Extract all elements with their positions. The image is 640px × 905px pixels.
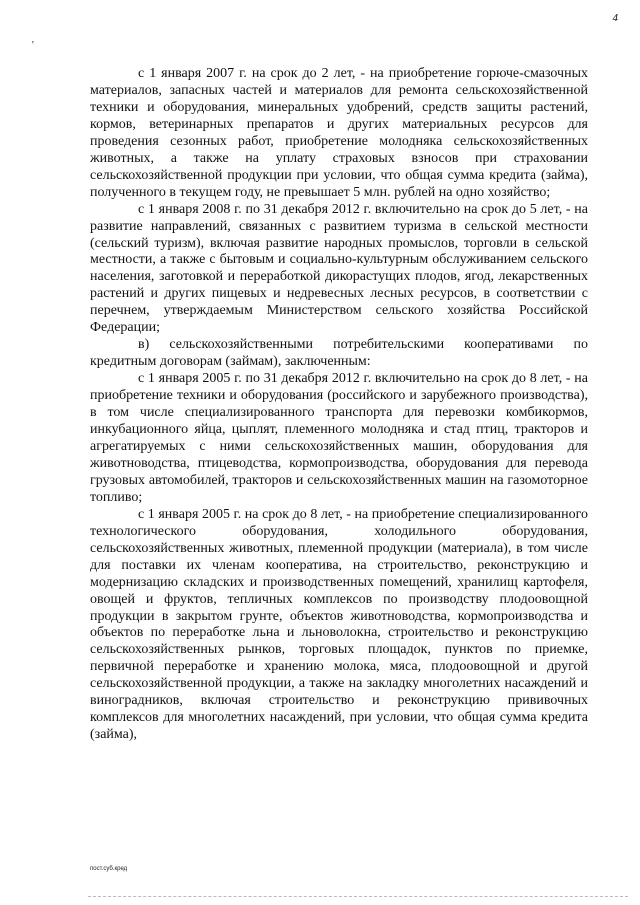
footer-file-code: пост.суб.кред (90, 866, 128, 872)
paragraph-fuel-materials: с 1 января 2007 г. на срок до 2 лет, - на приобретение горюче-смазочных материалов, запасных частей и материалов для ремонта сельскохозяйственной техники и оборудования, минеральных удобрений, средств защиты растений, кормов, ветеринарных препаратов и других материальных ресурсов для проведения сезонных работ, приобретение молодняка сельскохозяйственных животных, а также на уплату страховых взносов при страховании сельскохозяйственной продукции при условии, что общая сумма кредита (займа), полученного в текущем году, не превышает 5 млн. рублей на одно хозяйство; (90, 66, 588, 200)
paragraph-equipment-purchase: с 1 января 2005 г. по 31 декабря 2012 г. включительно на срок до 8 лет, - на приобретение техники и оборудования (российского и зарубежного производства), в том числе специализированного транспорта для перевозки комбикормов, инкубационного яйца, цыплят, племенного молодняка и стад птиц, тракторов и агрегатируемых с ними сельскохозяйственных машин, оборудования для животноводства, птицеводства, кормопроизводства, оборудования для перевода грузовых автомобилей, тракторов и сельскохозяйственных машин на газомоторное топливо; (90, 371, 588, 505)
paragraph-specialized-equipment: с 1 января 2005 г. на срок до 8 лет, - на приобретение специализированного технологического оборудования, холодильного оборудования, сельскохозяйственных животных, племенной продукции (материала), в том числе для поставки их членам кооператива, на строительство, реконструкцию и модернизацию складских и производственных помещений, хранилищ картофеля, овощей и фруктов, тепличных комплексов по производству плодоовощной продукции в закрытом грунте, объектов животноводства, кормопроизводства и объектов по переработке льна и льноволокна, строительство и реконструкцию сельскохозяйственных рынков, торговых площадок, пунктов по приемке, первичной переработке и хранению молока, мяса, плодоовощной и другой сельскохозяйственной продукции, а также на закладку многолетних насаждений и виноградников, включая строительство и реконструкцию прививочных комплексов для многолетних насаждений, при условии, что общая сумма кредита (займа), (90, 506, 588, 743)
page-number: 4 (612, 12, 618, 24)
paragraph-rural-tourism: с 1 января 2008 г. по 31 декабря 2012 г. включительно на срок до 5 лет, - на развитие направлений, связанных с развитием туризма в сельской местности (сельский туризм), включая развитие народных промыслов, торговли в сельской местности, а также с бытовым и социально-культурным обслуживанием сельского населения, заготовкой и переработкой дикорастущих плодов, ягод, лекарственных растений и других пищевых и недревесных лесных ресурсов, в соответствии с перечнем, утверждаемым Министерством сельского хозяйства Российской Федерации; (90, 201, 588, 336)
margin-mark: ' (32, 40, 34, 51)
paragraph-cooperatives-intro: в) сельскохозяйственными потребительскими кооперативами по кредитным договорам (займам), заключенным: (90, 337, 588, 370)
bottom-rule (88, 896, 628, 897)
document-body (90, 66, 588, 744)
